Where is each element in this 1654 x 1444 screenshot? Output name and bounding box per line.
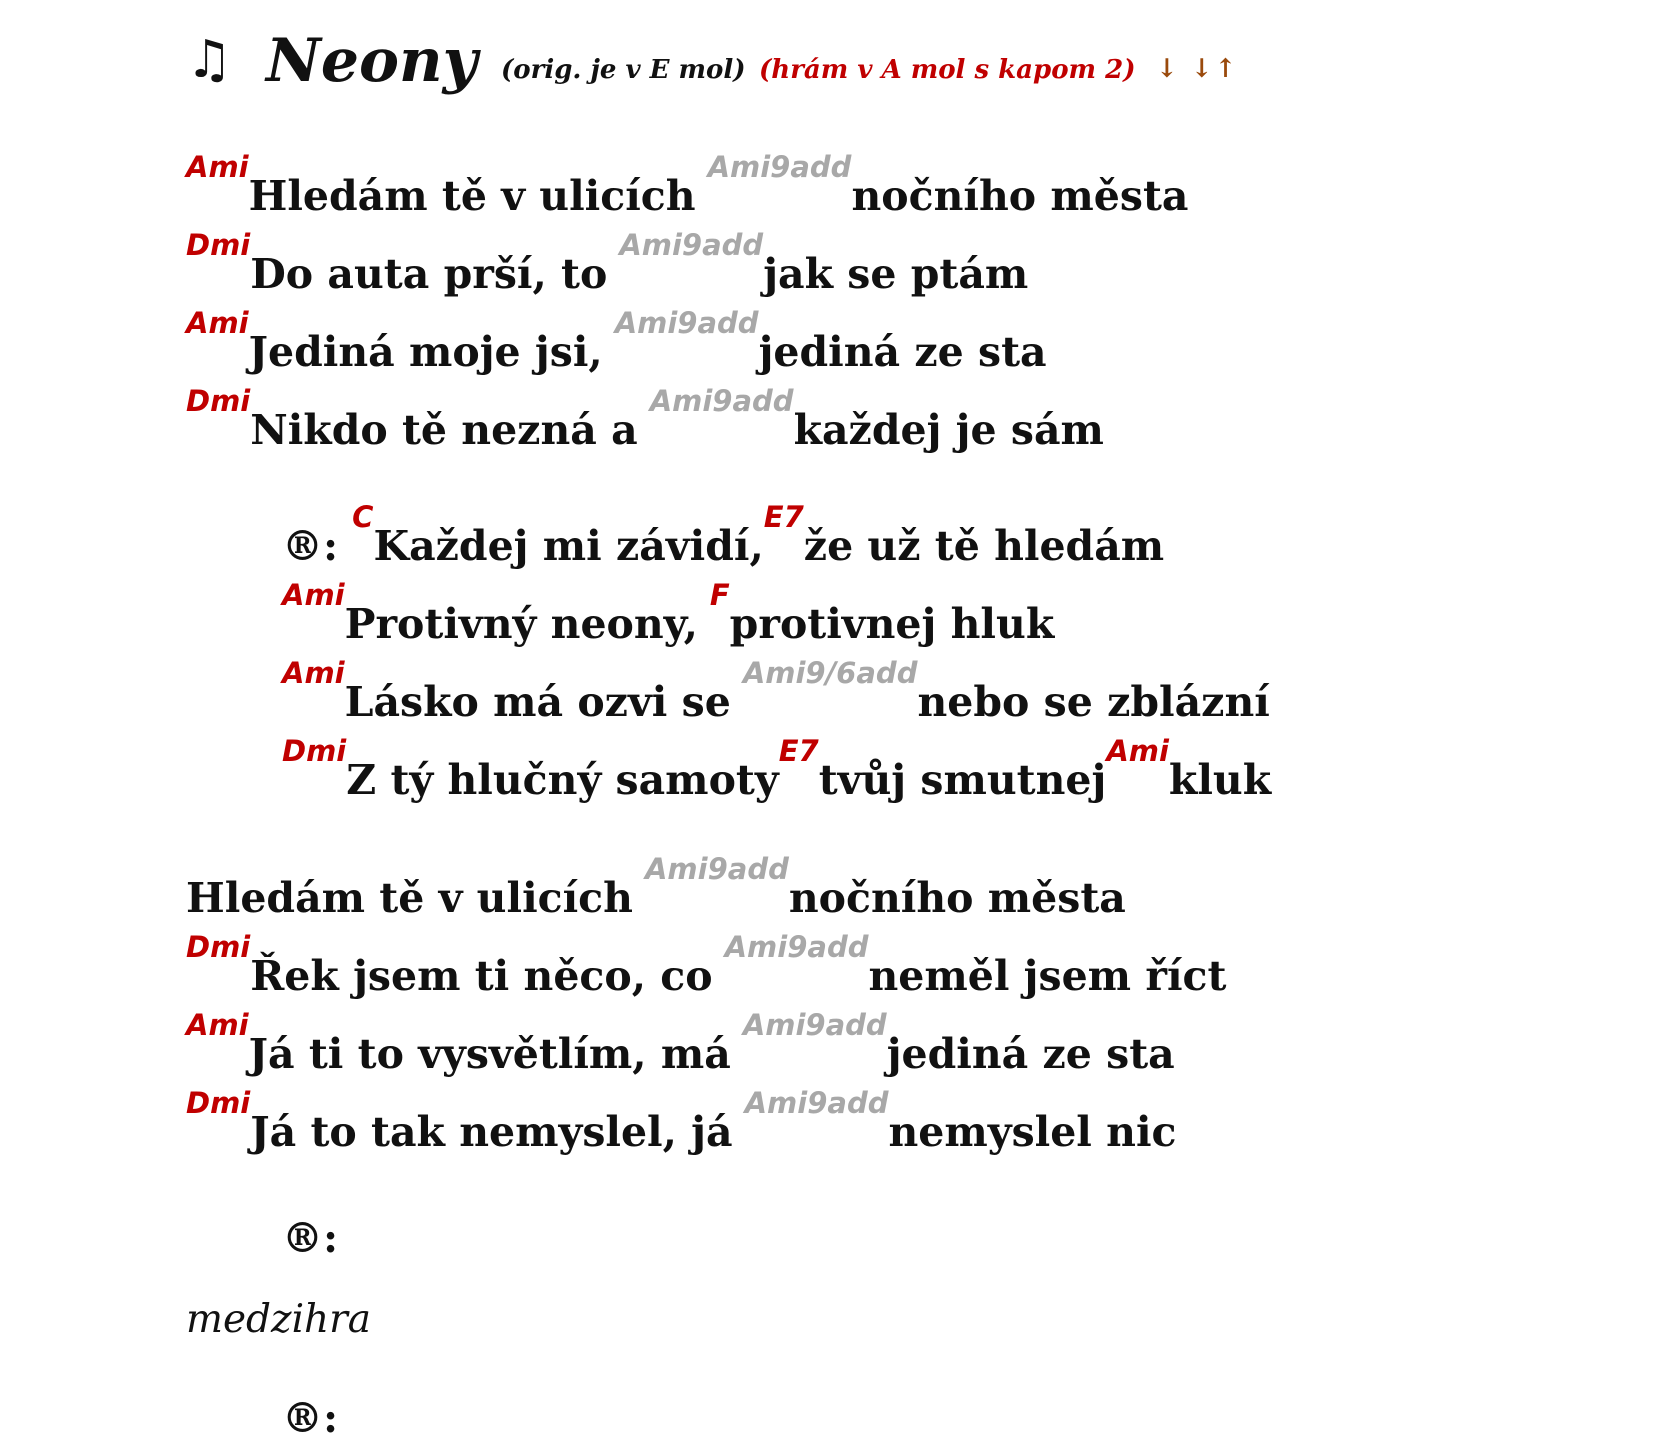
chord: Ami	[282, 578, 345, 612]
chord: Dmi	[282, 734, 347, 768]
lyric-line	[186, 930, 1227, 1000]
refrain-repeat	[282, 1394, 338, 1442]
lyric-text: nemyslel nic	[888, 1108, 1177, 1156]
lyric-line	[186, 852, 1126, 922]
lyric-line	[186, 1086, 1177, 1156]
lyric-line	[186, 384, 1104, 454]
chorus-line	[282, 656, 1270, 726]
passing-chord: Ami9add	[724, 930, 869, 964]
transpose-down-icon[interactable]: ↓	[1156, 54, 1180, 84]
lyric-text: Já to tak nemyslel, já	[250, 1108, 733, 1156]
passing-chord: Ami9add	[614, 306, 759, 340]
lyric-text: Nikdo tě nezná a	[250, 406, 638, 454]
lyric-text: nebo se zblázní	[917, 678, 1270, 726]
chord: F	[709, 578, 730, 612]
passing-chord: Ami9add	[644, 852, 789, 886]
lyric-text: kluk	[1168, 756, 1272, 804]
lyric-text: Lásko má ozvi se	[344, 678, 731, 726]
passing-chord: Ami9add	[619, 228, 764, 262]
passing-chord: Ami9add	[742, 1008, 887, 1042]
lyric-line	[186, 150, 1189, 220]
passing-chord: Ami9/6add	[742, 656, 918, 690]
chord: Dmi	[186, 930, 251, 964]
music-note-icon: ♫	[186, 29, 233, 90]
lyric-text: Z tý hlučný samoty	[346, 756, 779, 804]
lyric-text: že už tě hledám	[803, 522, 1165, 570]
lyric-text: jediná ze sta	[886, 1030, 1175, 1078]
lyric-line	[186, 306, 1047, 376]
chorus-line	[282, 734, 1272, 804]
chord: Ami	[186, 1008, 249, 1042]
lyric-text: Do auta prší, to	[250, 250, 608, 298]
lyric-text: Hledám tě v ulicích	[186, 874, 633, 922]
lyric-text: protivnej hluk	[729, 600, 1055, 648]
lyric-text: Každej mi závidí,	[373, 522, 764, 570]
chord: Ami	[282, 656, 345, 690]
lyric-text: Jediná moje jsi,	[248, 328, 603, 376]
lyric-text: jak se ptám	[763, 250, 1029, 298]
transpose-controls	[1156, 52, 1238, 86]
lyric-text: jediná ze sta	[758, 328, 1047, 376]
lyric-text: Já ti to vysvětlím, má	[248, 1030, 731, 1078]
lyric-text: Protivný neony,	[344, 600, 698, 648]
chord: C	[352, 500, 374, 534]
refrain-mark: ®:	[282, 522, 339, 570]
chord: Dmi	[186, 228, 251, 262]
chord: Ami	[186, 150, 249, 184]
transpose-updown-icon[interactable]: ↓↑	[1190, 54, 1239, 84]
refrain-mark: ®:	[282, 1394, 339, 1442]
lyric-text: tvůj smutnej	[818, 756, 1107, 804]
chord: E7	[778, 734, 819, 768]
passing-chord: Ami9add	[744, 1086, 889, 1120]
chord: Dmi	[186, 384, 251, 418]
passing-chord: Ami9add	[707, 150, 852, 184]
lyric-text: neměl jsem říct	[868, 952, 1227, 1000]
interlude-label: medzihra	[186, 1297, 372, 1342]
chorus-line	[282, 578, 1055, 648]
passing-chord: Ami9add	[649, 384, 794, 418]
original-key-note: (orig. je v E mol)	[501, 55, 746, 85]
lyric-text: nočního města	[788, 874, 1126, 922]
play-key-note: (hrám v A mol s kapom 2)	[759, 55, 1136, 85]
chord: Dmi	[186, 1086, 251, 1120]
chord: E7	[763, 500, 804, 534]
lyric-text: každej je sám	[793, 406, 1104, 454]
refrain-repeat	[282, 1214, 338, 1262]
chord: Ami	[1106, 734, 1169, 768]
chord: Ami	[186, 306, 249, 340]
chorus-line	[282, 500, 1165, 570]
lyric-text: Hledám tě v ulicích	[248, 172, 696, 220]
lyric-line	[186, 228, 1029, 298]
lyric-text: nočního města	[851, 172, 1189, 220]
lyric-text: Řek jsem ti něco, co	[250, 952, 713, 1000]
refrain-mark: ®:	[282, 1214, 339, 1262]
song-title: Neony	[266, 26, 478, 96]
lyric-line	[186, 1008, 1175, 1078]
